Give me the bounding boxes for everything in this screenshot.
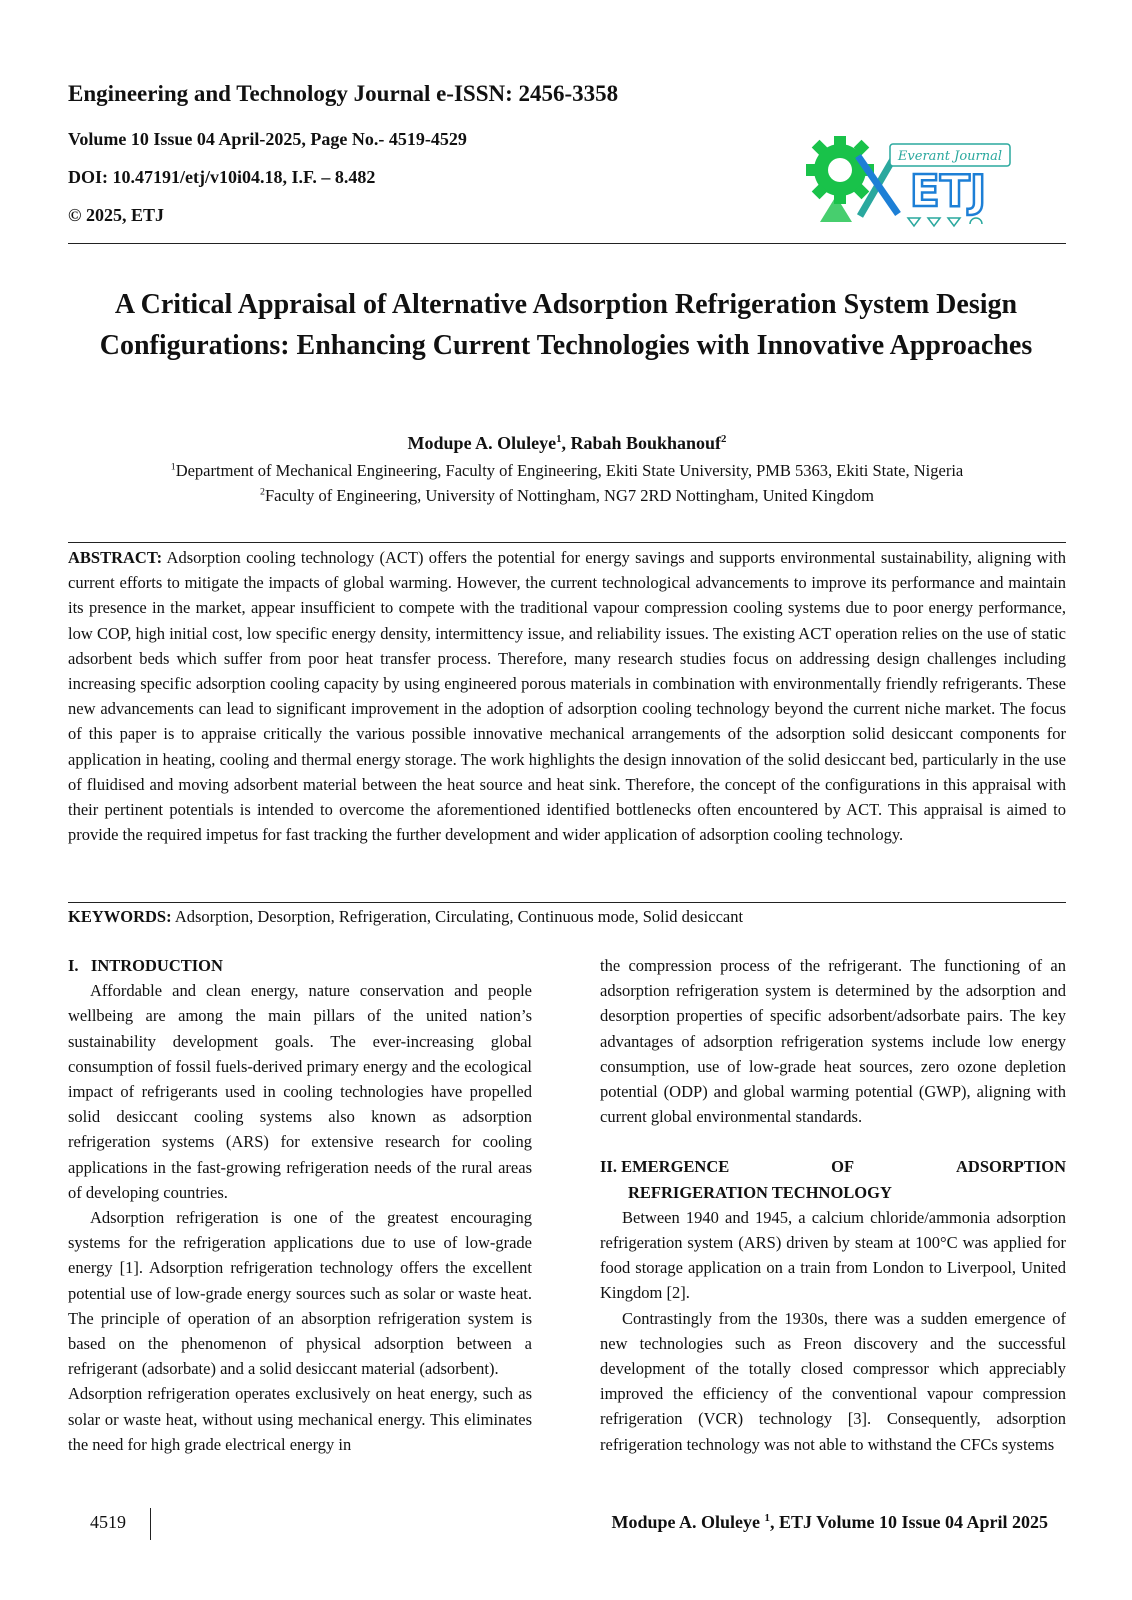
section-2-word-3: ADSORPTION: [955, 1157, 1066, 1177]
paper-title: A Critical Appraisal of Alternative Adsorption Refrigeration System Design Configurations: Enhancing Current Technologies with Innovative Approaches: [99, 289, 1033, 361]
author-1-sup: 1: [556, 433, 562, 445]
journal-name: Engineering and Technology Journal e-ISSN: 2456-3358: [68, 81, 619, 106]
section-2-heading-part: [600, 1154, 729, 1179]
running-journal: , ETJ Volume 10 Issue 04 April 2025: [769, 1512, 1048, 1532]
intro-paragraph-3: Adsorption refrigeration operates exclusively on heat energy, such as solar or waste heat, without using mechanical energy. This eliminates the need for high grade electrical energy in: [68, 1384, 532, 1454]
page-footer: [0, 1508, 1132, 1542]
intro-paragraph-4: the compression process of the refrigerant. The functioning of an adsorption refrigeration system is determined by the adsorption and desorption properties of specific adsorbent/adsorbate pairs. The key advantages of adsorption refrigeration systems include low energy consumption, use of low-grade heat sources, zero ozone depletion potential (ODP) and global warming potential (GWP), aligning with current global environmental standards.: [600, 956, 1066, 1127]
section-2-paragraph-1: Between 1940 and 1945, a calcium chloride/ammonia adsorption refrigeration system (ARS) driven by steam at 100°C was applied for food storage application on a train from London to Liverpool, United Kingdom [2].: [600, 1207, 1066, 1303]
author-separator: ,: [561, 433, 571, 453]
abstract-text: Adsorption cooling technology (ACT) offers the potential for energy savings and supports environmental sustainability, aligning with current efforts to mitigate the impacts of global warming. However, the current technological advancements to improve its performance and maintain its presence in the market, appear insufficient to compete with the traditional vapour compression cooling systems due to poor energy performance, low COP, high initial cost, low specific energy density, intermittency issue, and reliability issues. The existing ACT operation relies on the use of static adsorbent beds which suffer from poor heat transfer process. Therefore, many research studies focus on addressing design challenges including increasing specific adsorption cooling capacity by using engineered porous materials in combination with environmentally friendly refrigerants. These new advancements can lead to significant improvement in the adoption of adsorption cooling technology beyond the current niche market. The focus of this paper is to appraise critically the various possible innovative mechanical arrangements of the adsorption solid desiccant components for application in heating, cooling and thermal energy storage. The work highlights the design innovation of the solid desiccant bed, particularly in the use of fluidised and moving adsorbent material between the heat source and heat sink. Therefore, the concept of the configurations in this appraisal with their pertinent potentials is intended to overcome the aforementioned identified bottlenecks often encountered by ACT. This appraisal is aimed to provide the required impetus for fast tracking the further development and wider application of adsorption cooling technology.: [68, 548, 1066, 845]
abstract-bottom-rule: [68, 902, 1066, 903]
header-rule: [68, 243, 1066, 244]
author-line: [68, 432, 1066, 454]
column-right: [600, 953, 1066, 1457]
affiliation-1-text: Department of Mechanical Engineering, Faculty of Engineering, Ekiti State University, PMB 5363, Ekiti State, Nigeria: [175, 461, 964, 480]
affiliation-1-sup: 1: [170, 461, 176, 473]
abstract: [68, 545, 1066, 847]
intro-paragraph-2: Adsorption refrigeration is one of the greatest encouraging systems for the refrigeration applications due to use of low-grade energy [1]. Adsorption refrigeration technology offers the excellent potential use of low-grade energy sources such as solar or waste heat. The principle of operation of an absorption refrigeration system is based on the phenomenon of physical adsorption between a refrigerant (adsorbate) and a solid desiccant material (adsorbent).: [68, 1208, 532, 1379]
intro-paragraph-1: Affordable and clean energy, nature conservation and people wellbeing are among the main pillars of the united nation’s sustainability development goals. The ever-increasing global consumption of fossil fuels-derived primary energy and the ecological impact of refrigerants used in cooling technologies have propelled solid desiccant cooling systems also known as adsorption refrigeration systems (ARS) for extensive research for cooling applications in the fast-growing refrigeration needs of the rural areas of developing countries.: [68, 981, 532, 1202]
page-number: 4519: [90, 1512, 126, 1532]
logo-main-text: ETJ: [909, 166, 987, 217]
author-2-sup: 2: [721, 433, 727, 445]
author-1: Modupe A. Oluleye: [407, 433, 557, 453]
section-2-word-2: OF: [831, 1157, 855, 1177]
section-2-heading: [600, 1154, 1066, 1204]
section-2-paragraph-2: Contrastingly from the 1930s, there was a sudden emergence of new technologies such as Freon discovery and the successful development of the totally closed compressor which appreciably improved the efficiency of the conventional vapour compression refrigeration (VCR) technology [3]. Consequently, adsorption refrigeration technology was not able to withstand the CFCs systems: [600, 1308, 1066, 1454]
section-2-heading-line-2: REFRIGERATION TECHNOLOGY: [628, 1182, 892, 1202]
column-left: [68, 953, 532, 1457]
journal-header: [68, 80, 768, 234]
intro-heading: I. INTRODUCTION: [68, 956, 223, 975]
keywords-label: KEYWORDS:: [68, 907, 172, 926]
section-2-word-1: EMERGENCE: [621, 1157, 730, 1177]
footer-separator: [150, 1508, 151, 1540]
abstract-label: ABSTRACT:: [68, 548, 163, 567]
journal-copyright: © 2025, ETJ: [68, 205, 164, 225]
affiliation-2-text: Faculty of Engineering, University of Nottingham, NG7 2RD Nottingham, United Kingdom: [264, 486, 874, 505]
running-footer: [612, 1512, 1048, 1533]
journal-volume: Volume 10 Issue 04 April-2025, Page No.- 4519-4529: [68, 129, 467, 149]
journal-doi: DOI: 10.47191/etj/v10i04.18, I.F. – 8.482: [68, 167, 376, 187]
keywords-text: Adsorption, Desorption, Refrigeration, Circulating, Continuous mode, Solid desiccant: [174, 907, 744, 926]
section-2-number: II.: [600, 1157, 617, 1177]
logo-upper-text: Everant Journal: [897, 149, 1003, 164]
running-author-sup: 1: [764, 1512, 770, 1524]
affiliation-2: [68, 485, 1066, 507]
abstract-top-rule: [68, 542, 1066, 543]
keywords: [68, 905, 1066, 929]
affiliation-1: [68, 460, 1066, 482]
running-author: Modupe A. Oluleye: [611, 1512, 761, 1532]
affiliation-2-sup: 2: [260, 486, 265, 498]
author-2: Rabah Boukhanouf: [570, 433, 722, 453]
etj-logo: [800, 126, 1020, 230]
